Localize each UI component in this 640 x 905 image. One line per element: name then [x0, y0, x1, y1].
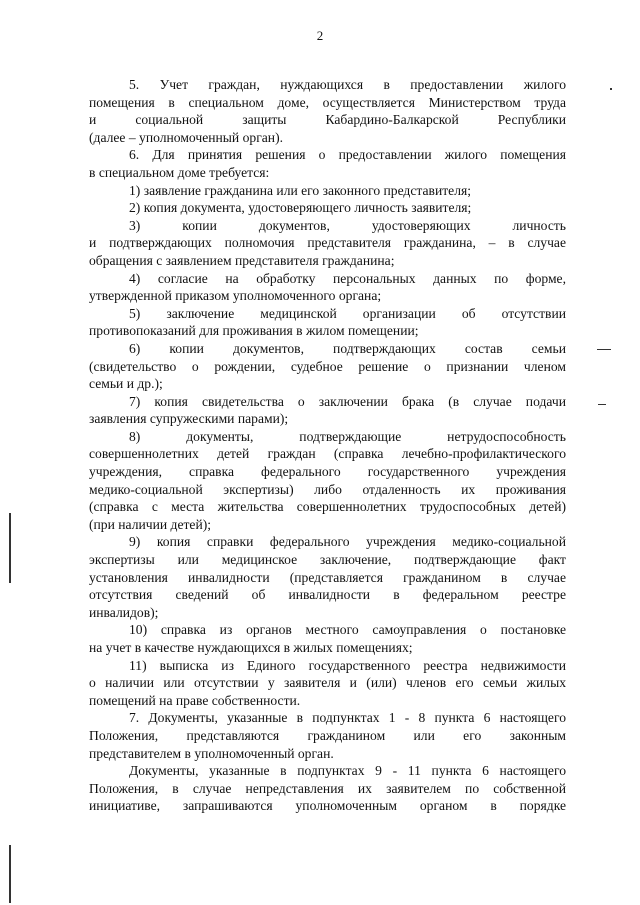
- document-body: [89, 76, 566, 815]
- text-line: 8) документы, подтверждающие нетрудоспособность: [129, 428, 566, 444]
- text-line: экспертизы или медицинское заключение, подтверждающие факт: [89, 552, 566, 568]
- text-line: 6) копии документов, подтверждающих состав семьи: [129, 340, 566, 356]
- text-line: 7. Документы, указанные в подпунктах 1 - 8 пункта 6 настоящего: [129, 710, 566, 726]
- text-line: (свидетельство о рождении, судебное решение о признании членом: [89, 358, 566, 374]
- text-line: 7) копия свидетельства о заключении брака (в случае подачи: [129, 393, 566, 409]
- text-line: Положения, представляются гражданином или его законным: [89, 727, 566, 743]
- text-line: (при наличии детей);: [89, 516, 212, 532]
- text-line: и подтверждающих полномочия представителя гражданина, – в случае: [89, 235, 566, 251]
- text-line: 10) справка из органов местного самоуправления о постановке: [129, 622, 566, 638]
- text-line: Положения, в случае непредставления их заявителем по собственной: [89, 780, 566, 796]
- text-line: учреждения, справка федерального государственного учреждения: [89, 464, 566, 480]
- text-line: инициативе, запрашиваются уполномоченным органом в порядке: [89, 798, 566, 814]
- text-line: 2) копия документа, удостоверяющего личность заявителя;: [129, 200, 472, 216]
- text-line: 1) заявление гражданина или его законного представителя;: [129, 182, 472, 198]
- text-line: на учет в качестве нуждающихся в жилых помещениях;: [89, 640, 413, 655]
- page-number: 2: [316, 28, 324, 43]
- text-line: 4) согласие на обработку персональных данных по форме,: [129, 270, 566, 286]
- text-line: в специальном доме требуется:: [89, 164, 270, 180]
- text-line: (справка с места жительства совершеннолетних трудоспособных детей): [89, 499, 566, 515]
- scan-mark: [598, 404, 606, 405]
- text-line: и социальной защиты Кабардино-Балкарской Республики: [89, 112, 566, 128]
- text-line: утвержденной приказом уполномоченного органа;: [89, 288, 382, 304]
- scan-mark: [597, 349, 611, 350]
- text-line: совершеннолетних детей граждан (справка лечебно-профилактического: [89, 446, 566, 462]
- text-line: 3) копии документов, удостоверяющих личность: [129, 217, 566, 233]
- text-line: о наличии или отсутствии у заявителя и (или) членов его семьи жилых: [89, 675, 566, 691]
- scan-mark: [9, 845, 11, 903]
- text-line: (далее – уполномоченный орган).: [89, 129, 284, 145]
- text-line: Документы, указанные в подпунктах 9 - 11 пункта 6 настоящего: [129, 763, 566, 779]
- text-line: 9) копия справки федерального учреждения медико-социальной: [129, 534, 566, 550]
- text-line: отсутствия сведений об инвалидности в федеральном реестре: [89, 587, 566, 603]
- text-line: обращения с заявлением представителя гражданина;: [89, 252, 395, 268]
- text-line: инвалидов);: [89, 604, 159, 620]
- text-line: 11) выписка из Единого государственного реестра недвижимости: [129, 657, 566, 673]
- text-line: заявления супружескими парами);: [89, 411, 289, 427]
- text-line: помещений на праве собственности.: [89, 692, 301, 708]
- text-line: 6. Для принятия решения о предоставлении жилого помещения: [129, 147, 566, 163]
- scan-mark: [9, 513, 11, 583]
- text-line: медико-социальной экспертизы) либо отдаленность их проживания: [89, 481, 566, 497]
- text-line: противопоказаний для проживания в жилом помещении;: [89, 323, 419, 339]
- text-line: 5) заключение медицинской организации об отсутствии: [129, 305, 566, 321]
- text-line: установления инвалидности (представляется гражданином в случае: [89, 569, 566, 585]
- text-line: помещения в специальном доме, осуществляется Министерством труда: [89, 94, 566, 110]
- text-line: представителем в уполномоченный орган.: [89, 745, 334, 761]
- scan-mark: [610, 88, 612, 90]
- text-line: семьи и др.);: [89, 376, 163, 392]
- text-line: 5. Учет граждан, нуждающихся в предоставлении жилого: [129, 77, 566, 92]
